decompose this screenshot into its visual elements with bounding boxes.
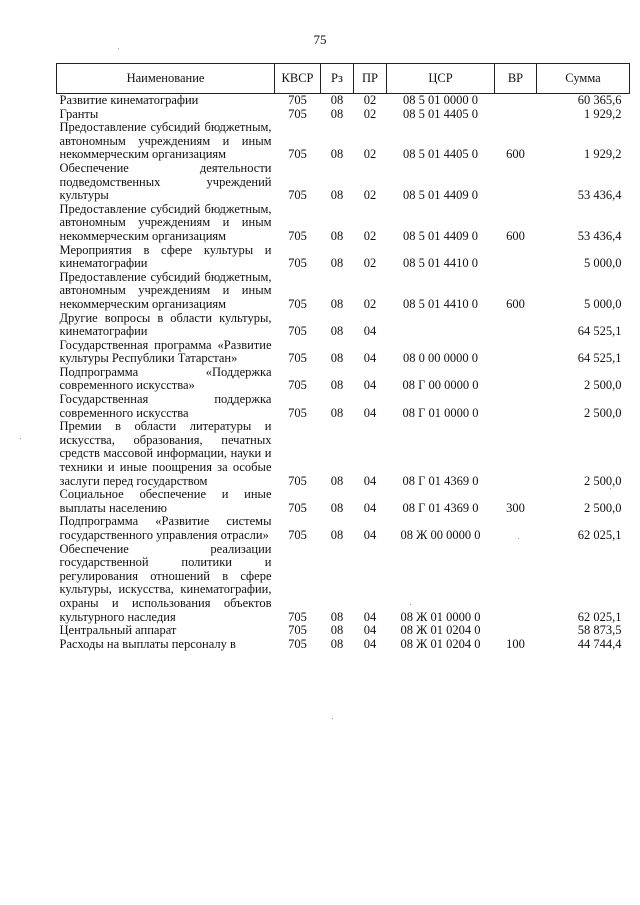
cell-pr: 02 <box>363 106 377 121</box>
table-row <box>57 393 630 420</box>
scan-speck <box>20 438 21 439</box>
cell-vr <box>495 515 537 542</box>
header-sum: Сумма <box>537 64 630 94</box>
cell-pr: 02 <box>363 188 377 203</box>
cell-vr <box>495 420 537 488</box>
cell-vr: 300 <box>506 500 525 515</box>
cell-vr <box>495 543 537 625</box>
cell-vr <box>495 162 537 203</box>
scan-speck <box>610 488 611 489</box>
cell-pr: 04 <box>363 405 377 420</box>
table-row <box>57 203 630 244</box>
table-row <box>57 271 630 312</box>
cell-kvsr: 705 <box>288 636 307 651</box>
cell-name: Предоставление субсидий бюджетным, автономным учреждениям и иным некоммерческим организациям <box>59 120 272 162</box>
cell-pr: 04 <box>363 351 377 366</box>
table-row <box>57 420 630 488</box>
header-csr: ЦСР <box>387 64 495 94</box>
header-name: Наименование <box>57 64 275 94</box>
cell-rz: 08 <box>330 609 344 624</box>
table-row <box>57 244 630 271</box>
cell-kvsr: 705 <box>288 256 307 271</box>
header-rz: Рз <box>321 64 354 94</box>
cell-name: Расходы на выплаты персоналу в <box>59 636 236 651</box>
cell-kvsr: 705 <box>288 228 307 243</box>
cell-name: Государственная поддержка современного искусства <box>59 392 272 420</box>
cell-rz: 08 <box>330 623 344 638</box>
cell-name: Другие вопросы в области культуры, кинематографии <box>59 310 272 339</box>
cell-csr: 08 5 01 4405 0 <box>403 147 478 162</box>
cell-sum: 53 436,4 <box>577 188 622 203</box>
header-row <box>57 64 630 94</box>
cell-csr: 08 Г 00 0000 0 <box>402 378 479 393</box>
cell-kvsr: 705 <box>288 405 307 420</box>
table-row <box>57 366 630 393</box>
cell-pr: 04 <box>363 636 377 651</box>
cell-sum: 64 525,1 <box>577 324 622 339</box>
cell-name: Государственная программа «Развитие культуры Республики Татарстан» <box>59 337 272 366</box>
cell-kvsr: 705 <box>288 296 307 311</box>
cell-csr: 08 Г 01 4369 0 <box>402 473 479 488</box>
table-row <box>57 488 630 515</box>
cell-name: Развитие кинематографии <box>59 93 199 107</box>
cell-rz: 08 <box>330 324 344 339</box>
cell-pr: 02 <box>363 228 377 243</box>
table-row <box>57 638 630 652</box>
scan-speck <box>118 48 119 49</box>
table-row <box>57 339 630 366</box>
cell-vr: 600 <box>506 228 525 243</box>
cell-rz: 08 <box>330 405 344 420</box>
cell-rz: 08 <box>330 528 344 542</box>
cell-vr <box>495 244 537 271</box>
cell-pr: 04 <box>363 473 377 488</box>
cell-rz: 08 <box>330 473 344 488</box>
cell-pr: 04 <box>363 623 377 638</box>
table-row <box>57 94 630 108</box>
cell-csr: 08 Г 01 4369 0 <box>402 500 479 515</box>
scan-speck <box>410 604 411 605</box>
page-number: 75 <box>313 32 327 47</box>
scan-speck <box>332 718 333 719</box>
cell-rz: 08 <box>330 256 344 271</box>
cell-name: Подпрограмма «Поддержка современного искусства» <box>59 364 272 393</box>
table-row <box>57 162 630 203</box>
cell-csr: 08 5 01 4405 0 <box>403 106 478 121</box>
table-row <box>57 108 630 122</box>
cell-sum: 2 500,0 <box>584 405 622 420</box>
cell-pr: 04 <box>363 609 377 624</box>
cell-kvsr: 705 <box>288 609 307 624</box>
cell-pr: 04 <box>363 324 377 339</box>
cell-pr: 04 <box>363 500 377 515</box>
table-row <box>57 312 630 339</box>
cell-kvsr: 705 <box>288 188 307 203</box>
cell-csr: 08 Ж 01 0204 0 <box>400 623 481 638</box>
cell-csr: 08 Ж 01 0204 0 <box>400 636 481 651</box>
cell-csr: 08 0 00 0000 0 <box>403 351 478 366</box>
cell-name: Подпрограмма «Развитие системы государственного управления отрасли» <box>59 514 272 542</box>
cell-kvsr: 705 <box>288 147 307 162</box>
header-pr: ПР <box>354 64 387 94</box>
cell-vr <box>495 312 537 339</box>
cell-vr <box>495 108 537 122</box>
cell-name: Социальное обеспечение и иные выплаты населению <box>59 487 272 515</box>
scan-speck <box>518 538 519 539</box>
cell-csr: 08 Г 01 0000 0 <box>402 405 479 420</box>
cell-vr: 600 <box>506 296 525 311</box>
table-row <box>57 121 630 162</box>
cell-rz: 08 <box>330 228 344 243</box>
cell-name: Центральный аппарат <box>59 623 177 638</box>
cell-vr <box>495 366 537 393</box>
cell-sum: 2 500,0 <box>584 473 622 488</box>
table-row <box>57 515 630 542</box>
cell-rz: 08 <box>330 296 344 311</box>
cell-sum: 64 525,1 <box>577 351 622 366</box>
table-row <box>57 624 630 638</box>
cell-name: Премии в области литературы и искусства, образования, печатных средств массовой информации, науки и техники и иные поощрения за особые заслуги перед государством <box>59 419 272 488</box>
cell-csr: 08 5 01 4409 0 <box>403 188 478 203</box>
cell-vr <box>495 94 537 108</box>
cell-rz: 08 <box>330 500 344 515</box>
cell-name: Гранты <box>59 106 99 121</box>
cell-pr: 02 <box>363 256 377 271</box>
cell-rz: 08 <box>330 106 344 121</box>
cell-sum: 60 365,6 <box>577 93 622 107</box>
cell-sum: 1 929,2 <box>584 147 622 162</box>
cell-csr: 08 Ж 00 0000 0 <box>400 528 481 542</box>
cell-kvsr: 705 <box>288 500 307 515</box>
table-body <box>57 94 630 652</box>
cell-sum: 1 929,2 <box>584 106 622 121</box>
cell-kvsr: 705 <box>288 378 307 393</box>
header-kvsr: КВСР <box>275 64 321 94</box>
cell-sum: 53 436,4 <box>577 228 622 243</box>
cell-kvsr: 705 <box>288 106 307 121</box>
cell-kvsr: 705 <box>288 473 307 488</box>
cell-rz: 08 <box>330 636 344 651</box>
cell-rz: 08 <box>330 147 344 162</box>
cell-name: Обеспечение реализации государственной политики и регулирования отношений в сфере культуры, искусства, кинематографии, охраны и использования объектов культурного наследия <box>59 541 272 624</box>
cell-sum: 5 000,0 <box>584 296 622 311</box>
cell-csr: 08 5 01 4410 0 <box>403 256 478 271</box>
header-vr: ВР <box>495 64 537 94</box>
table-row <box>57 543 630 625</box>
cell-sum: 2 500,0 <box>584 500 622 515</box>
cell-kvsr: 705 <box>288 324 307 339</box>
cell-vr <box>495 393 537 420</box>
cell-kvsr: 705 <box>288 93 307 107</box>
cell-name: Предоставление субсидий бюджетным, автономным учреждениям и иным некоммерческим организациям <box>59 201 272 243</box>
cell-vr <box>495 339 537 366</box>
cell-pr: 02 <box>363 147 377 162</box>
cell-sum: 2 500,0 <box>584 378 622 393</box>
budget-table <box>56 63 630 651</box>
cell-kvsr: 705 <box>288 623 307 638</box>
cell-name: Обеспечение деятельности подведомственных учреждений культуры <box>59 160 272 203</box>
cell-rz: 08 <box>330 93 344 107</box>
cell-pr: 02 <box>363 296 377 311</box>
cell-kvsr: 705 <box>288 528 307 542</box>
cell-csr: 08 5 01 0000 0 <box>403 93 478 107</box>
cell-name: Предоставление субсидий бюджетным, автономным учреждениям и иным некоммерческим организациям <box>59 269 272 311</box>
cell-sum: 44 744,4 <box>577 636 622 651</box>
cell-vr: 100 <box>506 636 525 651</box>
cell-rz: 08 <box>330 351 344 366</box>
cell-vr <box>495 624 537 638</box>
cell-kvsr: 705 <box>288 351 307 366</box>
cell-pr: 04 <box>363 528 377 542</box>
cell-csr: 08 5 01 4409 0 <box>403 228 478 243</box>
cell-csr: 08 5 01 4410 0 <box>403 296 478 311</box>
cell-vr: 600 <box>506 147 525 162</box>
cell-csr: 08 Ж 01 0000 0 <box>400 609 481 624</box>
cell-pr: 04 <box>363 378 377 393</box>
cell-sum: 62 025,1 <box>577 609 622 624</box>
cell-name: Мероприятия в сфере культуры и кинематографии <box>59 242 272 271</box>
cell-sum: 58 873,5 <box>577 623 622 638</box>
cell-rz: 08 <box>330 188 344 203</box>
cell-sum: 5 000,0 <box>584 256 622 271</box>
cell-rz: 08 <box>330 378 344 393</box>
cell-pr: 02 <box>363 93 377 107</box>
cell-sum: 62 025,1 <box>577 528 622 542</box>
cell-csr <box>387 312 495 339</box>
